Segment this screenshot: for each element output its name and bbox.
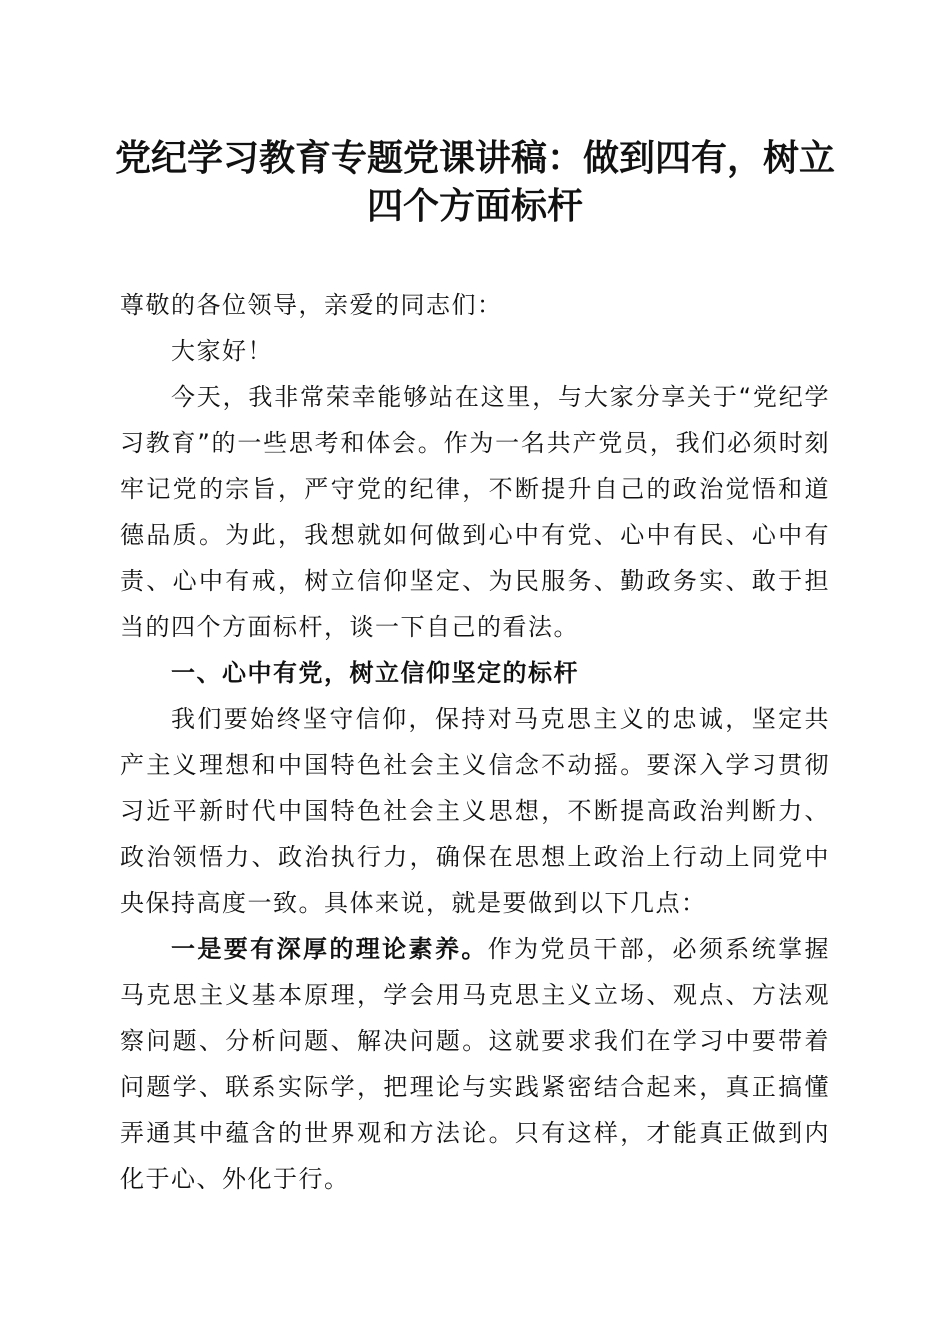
title-line-1: 党纪学习教育专题党课讲稿：做到四有，树立 [114, 137, 835, 179]
document-title [100, 134, 850, 230]
section-1-heading: 一、心中有党，树立信仰坚定的标杆 [171, 659, 579, 687]
point-1-body: 作为党员干部，必须系统掌握马克思主义基本原理，学会用马克思主义立场、观点、方法观察问题、分析问题、解决问题。这就要求我们在学习中要带着问题学、联系实际学，把理论与实践紧密结合起来，真正搞懂弄通其中蕴含的世界观和方法论。只有这样，才能真正做到内化于心、外化于行。 [120, 935, 830, 1193]
greeting: 大家好！ [171, 337, 273, 365]
salutation: 尊敬的各位领导，亲爱的同志们： [120, 291, 503, 319]
intro-paragraph: 今天，我非常荣幸能够站在这里，与大家分享关于“党纪学习教育”的一些思考和体会。作为一名共产党员，我们必须时刻牢记党的宗旨，严守党的纪律，不断提升自己的政治觉悟和道德品质。为此，我想就如何做到心中有党、心中有民、心中有责、心中有戒，树立信仰坚定、为民服务、勤政务实、敢于担当的四个方面标杆，谈一下自己的看法。 [120, 383, 830, 641]
point-1-paragraph [120, 926, 830, 1202]
document-body [120, 282, 830, 1202]
point-1-lead: 一是要有深厚的理论素养。 [171, 935, 488, 963]
title-line-2: 四个方面标杆 [366, 185, 583, 227]
section-1-paragraph: 我们要始终坚守信仰，保持对马克思主义的忠诚，坚定共产主义理想和中国特色社会主义信念不动摇。要深入学习贯彻习近平新时代中国特色社会主义思想，不断提高政治判断力、政治领悟力、政治执行力，确保在思想上政治上行动上同党中央保持高度一致。具体来说，就是要做到以下几点： [120, 705, 830, 917]
